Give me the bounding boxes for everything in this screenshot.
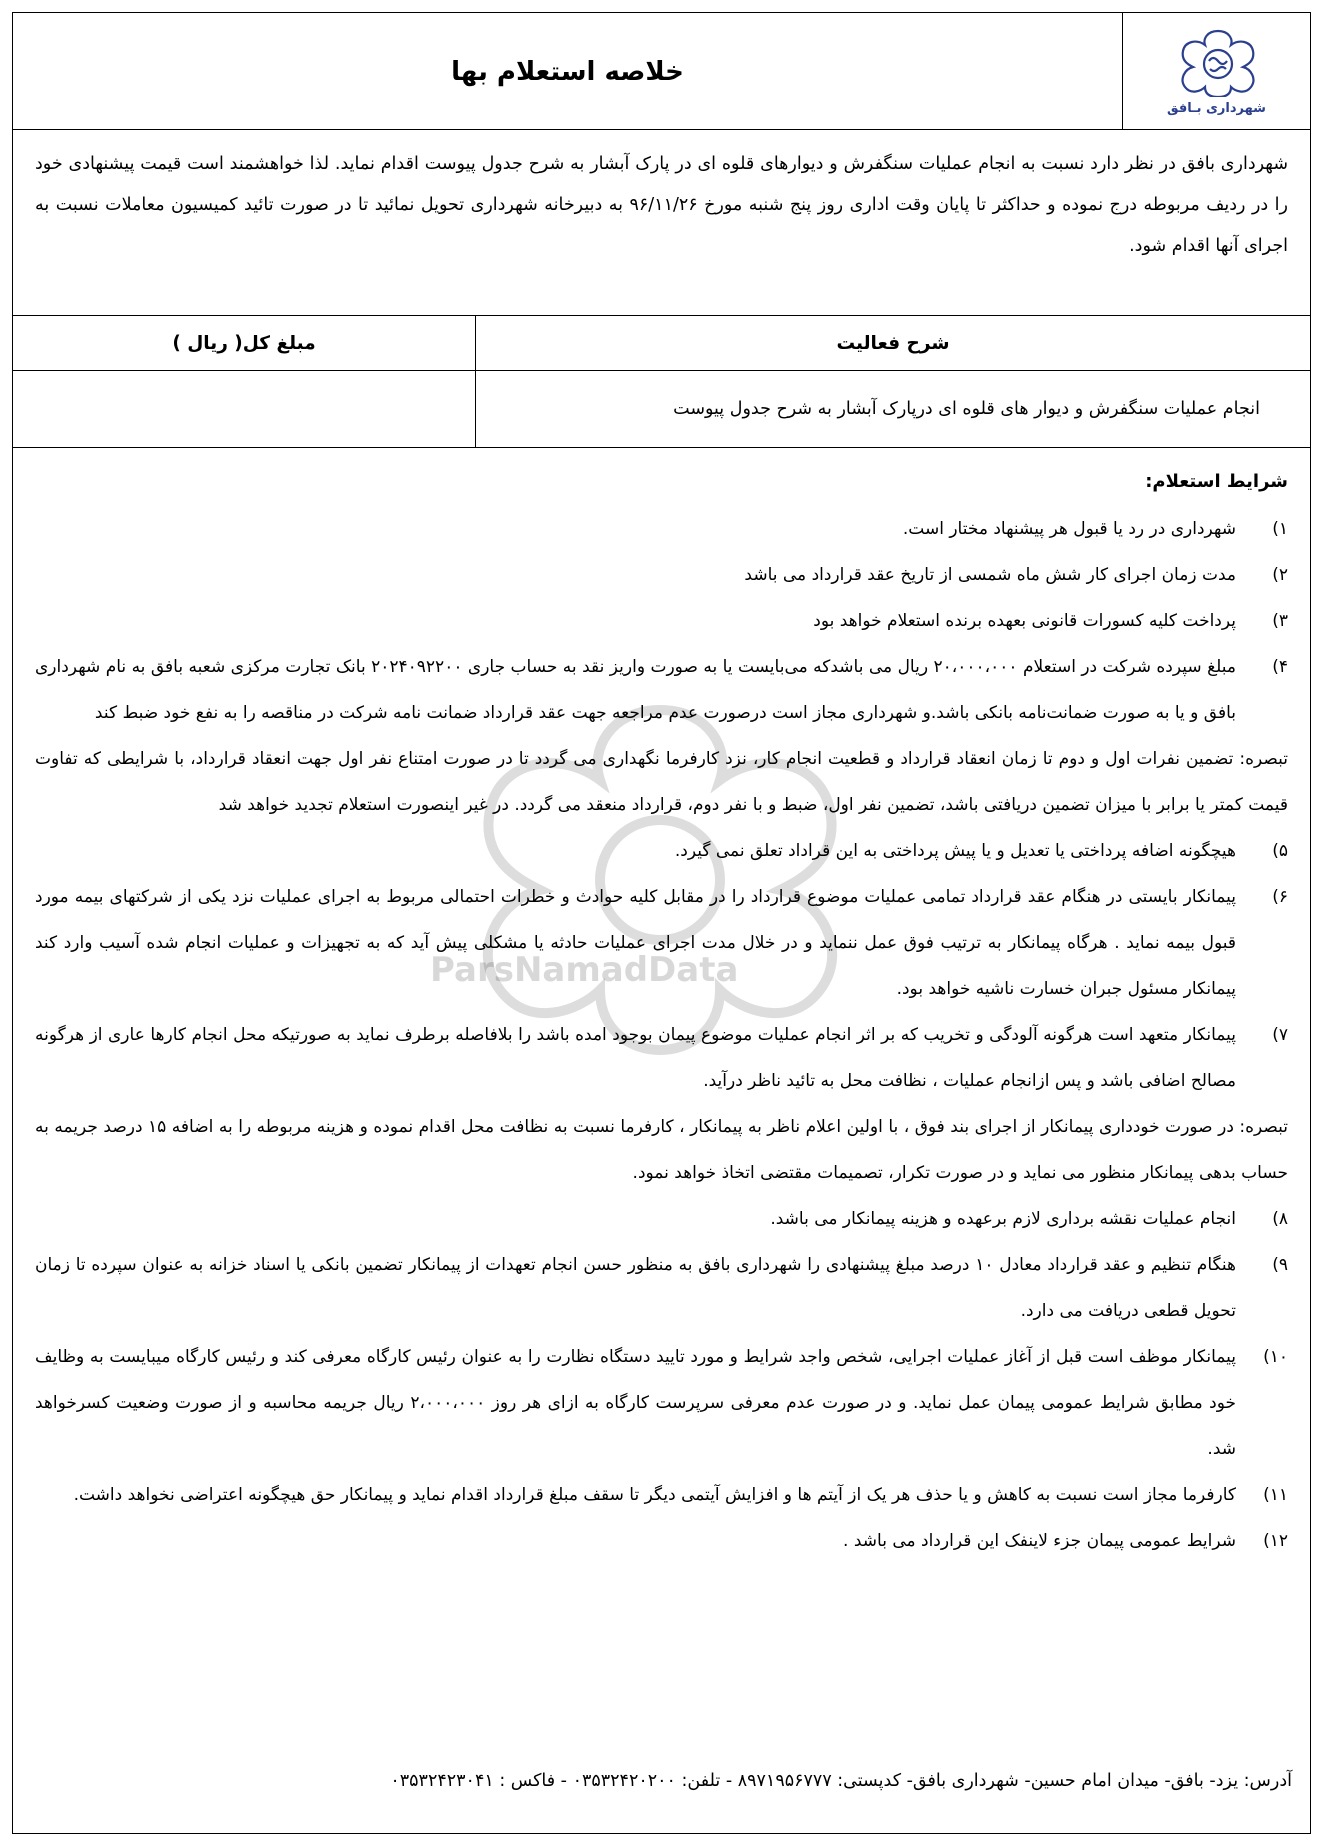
logo-text: شهرداری بـافق — [1167, 101, 1266, 116]
terms-heading: شرایط استعلام: — [1145, 471, 1288, 492]
table-cell-description: انجام عملیات سنگفرش و دیوار های قلوه ای درپارک آبشار به شرح جدول پیوست — [475, 371, 1310, 447]
note-paragraph-1: تبصره: تضمین نفرات اول و دوم تا زمان انعقاد قرارداد و قطعیت انجام کار، نزد کارفرما نگهداری می گردد تا در صورت امتناع نفر اول جهت انعقاد قرارداد، با شرایطی که تفاوت قیمت کمتر یا برابر با میزان تضمین دریافتی باشد، تضمین نفر اول، ضبط و با نفر دوم، قرارداد منعقد می گردد. در غیر اینصورت استعلام تجدید خواهد شد — [35, 749, 1288, 815]
term-text: پیمانکار موظف است قبل از آغاز عملیات اجرایی، شخص واجد شرایط و مورد تایید دستگاه نظارت را به عنوان رئیس کارگاه معرفی کند و رئیس کارگاه میبایست به وظایف خود مطابق شرایط عمومی پیمان عمل نماید. و در صورت عدم معرفی سرپرست کارگاه به ازای هر روز ۲،۰۰۰،۰۰۰ ریال جریمه محاسبه و از صورت وضعیت کسرخواهد شد. — [35, 1347, 1237, 1459]
term-number: ۶) — [1272, 887, 1288, 907]
term-item-5 — [35, 828, 1288, 874]
term-text: هیچگونه اضافه پرداختی یا تعدیل و یا پیش پرداختی به این قراداد تعلق نمی گیرد. — [674, 841, 1236, 861]
term-number: ۱) — [1272, 519, 1288, 539]
logo-cell — [1122, 13, 1310, 130]
term-text: پیمانکار بایستی در هنگام عقد قرارداد تمامی عملیات موضوع قرارداد را در مقابل کلیه حوادث و خطرات احتمالی مربوط به اجرای عملیات نزد یکی از شرکتهای بیمه مورد قبول بیمه نماید . هرگاه پیمانکار به ترتیب فوق عمل ننماید و در خلال مدت اجرای عملیات حادثه یا مشکلی پیش آید که به تجهیزات و عملیات انجام شده آسیب وارد کند پیمانکار مسئول جبران خسارت ناشیه خواهد بود. — [35, 887, 1236, 999]
document-header — [13, 13, 1310, 130]
term-item-8 — [35, 1196, 1288, 1242]
document-frame — [12, 12, 1311, 1834]
column-header-amount: مبلغ کل( ریال ) — [172, 332, 316, 354]
terms-section — [13, 448, 1310, 1728]
term-item-9 — [35, 1242, 1288, 1334]
term-number: ۷) — [1272, 1025, 1288, 1045]
term-text: شهرداری در رد یا قبول هر پیشنهاد مختار است. — [902, 519, 1236, 539]
term-text: کارفرما مجاز است نسبت به کاهش و یا حذف هر یک از آیتم ها و افزایش آیتمی دیگر تا سقف مبلغ قرارداد اقدام نماید و پیمانکار حق هیچگونه اعتراضی نخواهد داشت. — [73, 1485, 1236, 1505]
term-item-12 — [35, 1518, 1288, 1564]
term-text: پرداخت کلیه کسورات قانونی بعهده برنده استعلام خواهد بود — [813, 611, 1236, 631]
page-title: خلاصه استعلام بها — [451, 56, 684, 87]
watermark-text: ParsNamadData — [430, 950, 739, 990]
term-number: ۵) — [1272, 841, 1288, 861]
term-text: شرایط عمومی پیمان جزء لاینفک این قرارداد می باشد . — [843, 1531, 1236, 1551]
term-number: ۱۱) — [1263, 1485, 1288, 1505]
term-number: ۸) — [1272, 1209, 1288, 1229]
term-text: مدت زمان اجرای کار شش ماه شمسی از تاریخ عقد قرارداد می باشد — [744, 565, 1236, 585]
term-number: ۳) — [1272, 611, 1288, 631]
footer-address: آدرس: یزد- بافق- میدان امام حسین- شهرداری بافق- کدپستی: ۸۹۷۱۹۵۶۷۷۷ - تلفن: ۰۳۵۳۲۴۲۰۲۰۰ - فاکس : ۰۳۵۳۲۴۲۳۰۴۱ — [390, 1770, 1292, 1791]
municipality-flower-logo-icon — [1163, 25, 1273, 97]
table-cell-amount — [13, 371, 475, 447]
term-item-1 — [35, 506, 1288, 552]
term-text: پیمانکار متعهد است هرگونه آلودگی و تخریب که بر اثر انجام عملیات موضوع پیمان بوجود امده باشد را بلافاصله برطرف نماید به صورتیکه محل انجام کارها عاری از هرگونه مصالح اضافی باشد و پس ازانجام عملیات ، نظافت محل به تائید ناظر درآید. — [35, 1025, 1236, 1091]
note-paragraph-2: تبصره: در صورت خودداری پیمانکار از اجرای بند فوق ، با اولین اعلام ناظر به پیمانکار ، کارفرما نسبت به نظافت محل اقدام نموده و هزینه مربوطه را به اضافه ۱۵ درصد جریمه به حساب بدهی پیمانکار منظور می نماید و در صورت تکرار، تصمیمات مقتضی اتخاذ خواهد نمود. — [35, 1117, 1289, 1183]
intro-paragraph: شهرداری بافق در نظر دارد نسبت به انجام عملیات سنگفرش و دیوارهای قلوه ای در پارک آبشار به شرح جدول پیوست اقدام نماید. لذا خواهشمند است قیمت پیشنهادی خود را در ردیف مربوطه درج نموده و حداکثر تا پایان وقت اداری روز پنج شنبه مورخ ۹۶/۱۱/۲۶ به دبیرخانه شهرداری تحویل نمائید تا در صورت تائید کمیسیون معاملات نسبت به اجرای آنها اقدام شود. — [13, 130, 1310, 316]
table-row — [13, 371, 1310, 448]
term-text: انجام عملیات نقشه برداری لازم برعهده و هزینه پیمانکار می باشد. — [770, 1209, 1236, 1229]
term-item-11 — [35, 1472, 1288, 1518]
term-item-3 — [35, 598, 1288, 644]
term-number: ۲) — [1272, 565, 1288, 585]
term-item-4 — [35, 644, 1288, 736]
column-header-description: شرح فعالیت — [475, 316, 1310, 370]
term-item-10 — [35, 1334, 1288, 1472]
term-item-7 — [35, 1012, 1288, 1104]
term-number: ۱۲) — [1263, 1531, 1288, 1551]
term-item-6 — [35, 874, 1288, 1012]
table-header-row — [13, 316, 1310, 371]
term-number: ۱۰) — [1263, 1347, 1288, 1367]
term-item-2 — [35, 552, 1288, 598]
term-text: هنگام تنظیم و عقد قرارداد معادل ۱۰ درصد مبلغ پیشنهادی را شهرداری بافق به منظور حسن انجام تعهدات از پیمانکار تضمین بانکی یا اسناد خزانه به عنوان سپرده تا زمان تحویل قطعی دریافت می دارد. — [35, 1255, 1236, 1321]
term-number: ۴) — [1272, 657, 1288, 677]
term-number: ۹) — [1272, 1255, 1288, 1275]
term-text: مبلغ سپرده شرکت در استعلام ۲۰،۰۰۰،۰۰۰ ریال می باشدکه می‌بایست یا به صورت واریز نقد به حساب جاری ۲۰۲۴۰۹۲۲۰۰ بانک تجارت مرکزی شعبه بافق به نام شهرداری بافق و یا به صورت ضمانت‌نامه بانکی باشد.و شهرداری مجاز است درصورت عدم مراجعه جهت عقد قرارداد ضمانت نامه شرکت در مناقصه را به نفع خود ضبط کند — [35, 657, 1236, 723]
